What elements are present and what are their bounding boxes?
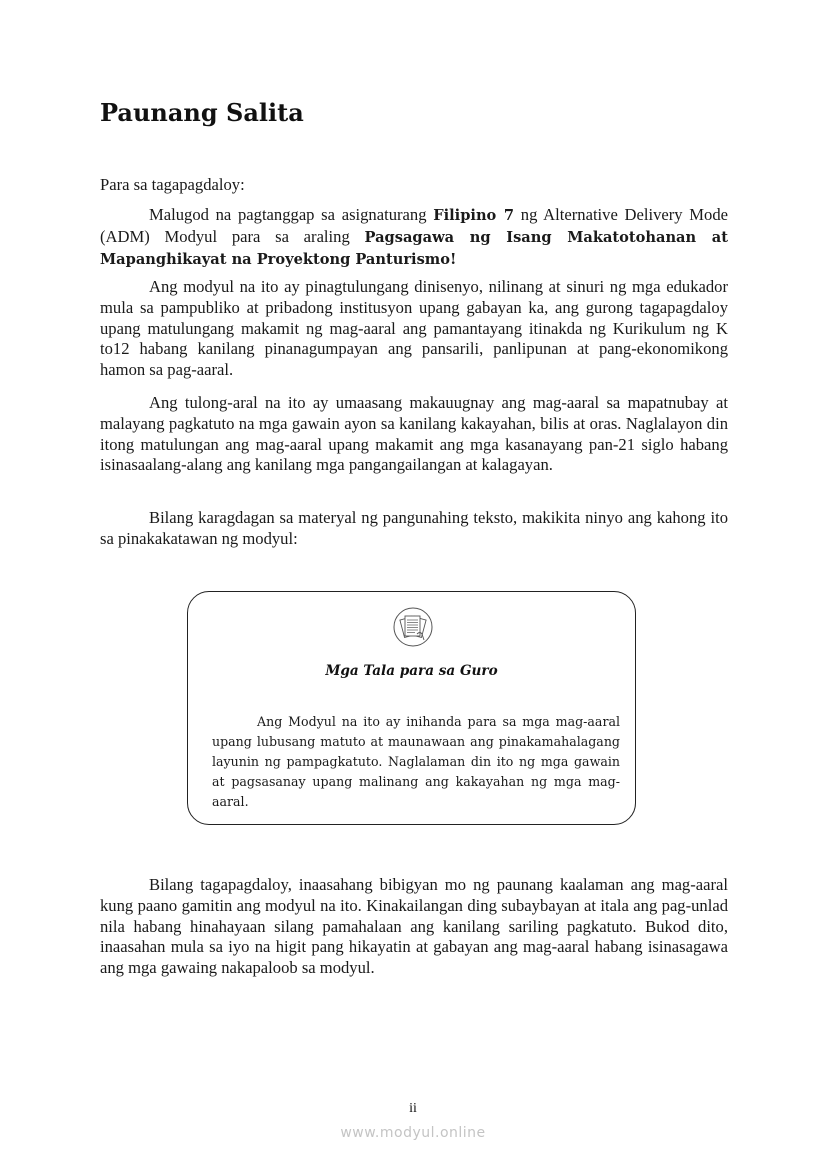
paragraph-intro <box>100 205 728 270</box>
subject-name: Filipino 7 <box>433 207 515 224</box>
teacher-notes-icon <box>393 607 433 647</box>
lesson-title: Pagsagawa ng Isang Makatotohanan at Mapanghikayat na Proyektong Panturismo! <box>100 228 728 268</box>
teacher-notes-title: Mga Tala para sa Guro <box>325 663 498 679</box>
page-title: Paunang Salita <box>100 98 304 127</box>
watermark: www.modyul.online <box>340 1125 486 1141</box>
paragraph-module-description: Ang modyul na ito ay pinagtulungang dinisenyo, nilinang at sinuri ng mga edukador mula sa pampubliko at pribadong institusyon upang gabayan ka, ang gurong tagapagdaloy upang matulungang makamit ng mag-aaral ang pamantayang itinakda ng Kurikulum ng K to12 habang kanilang pinanagumpayan ang pansarili, panlipunan at pang-ekonomikong hamon sa pag-aaral. <box>100 277 728 380</box>
paragraph-additional-material: Bilang karagdagan sa materyal ng pangunahing teksto, makikita ninyo ang kahong ito sa pinakakatawan ng modyul: <box>100 508 728 548</box>
intro-text-1: Malugod na pagtanggap sa asignaturang <box>149 205 434 224</box>
paragraph-facilitator-role: Bilang tagapagdaloy, inaasahang bibigyan mo ng paunang kaalaman ang mag-aaral kung paano gamitin ang modyul na ito. Kinakailangan ding subaybayan at itala ang pag-unlad nila habang hinahayaan silang pamahalaan ang kanilang sariling pagkatuto. Bukod dito, inaasahan mula sa iyo na higit pang hikayatin at gabayan ang mag-aaral habang isinasagawa ang mga gawaing nakapaloob sa modyul. <box>100 875 728 978</box>
teacher-notes-body: Ang Modyul na ito ay inihanda para sa mga mag-aaral upang lubusang matuto at maunawaan ang pinakamahalagang layunin ng pampagkatuto. Naglalaman din ito ng mga gawain at pagsasanay upang malinang ang kakayahan ng mga mag-aaral. <box>212 714 620 809</box>
paragraph-learning-aid: Ang tulong-aral na ito ay umaasang makauugnay ang mag-aaral sa mapatnubay at malayang pagkatuto na mga gawain ayon sa kanilang kakayahan, bilis at oras. Naglalayon din itong matulungan ang mag-aaral upang makamit ang mga kasanayang pan-21 siglo habang isinasaalang-alang ang kanilang mga pangangailangan at kalagayan. <box>100 393 728 475</box>
teacher-notes-box <box>187 591 636 825</box>
page-number: ii <box>409 1101 417 1116</box>
intro-text-2: ng Alternative Delivery Mode (ADM) Modyul para sa araling <box>100 205 728 246</box>
greeting: Para sa tagapagdaloy: <box>100 175 245 194</box>
